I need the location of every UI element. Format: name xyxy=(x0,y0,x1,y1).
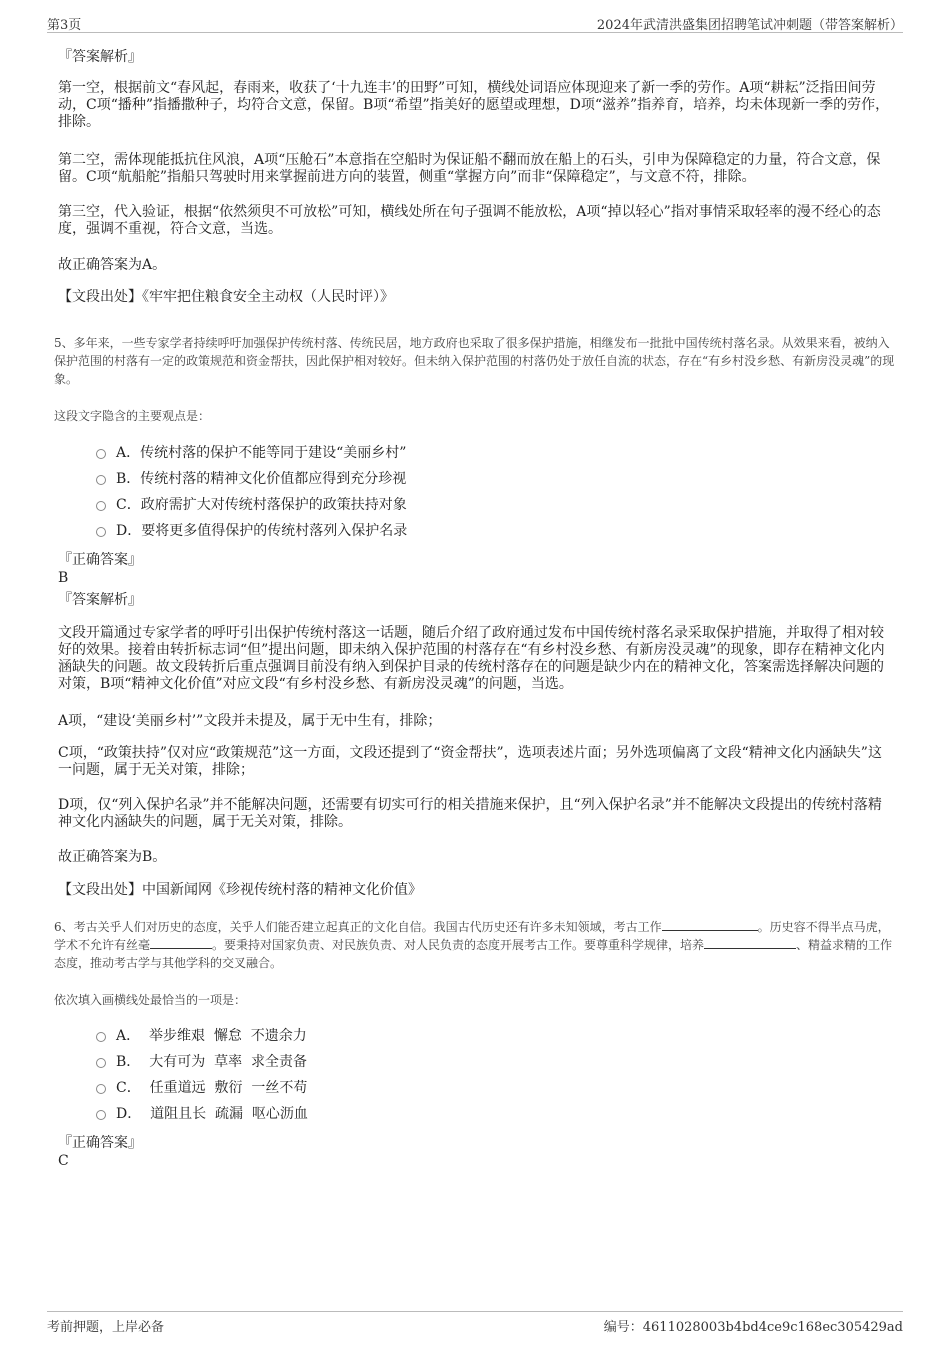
radio-icon[interactable] xyxy=(96,1110,106,1120)
q4-analysis-label: 『答案解析』 xyxy=(58,49,142,65)
q6-option-c[interactable]: C． 任重道远 敷衍 一丝不苟 xyxy=(96,1078,307,1098)
q5-option-c[interactable]: C．政府需扩大对传统村落保护的政策扶持对象 xyxy=(96,495,407,515)
page-footer xyxy=(47,1311,903,1334)
fill-blank-2[interactable] xyxy=(150,936,212,949)
document-id: 编号：4611028003b4bd4ce9c168ec305429ad xyxy=(603,1320,903,1335)
q5-analysis-para1: 文段开篇通过专家学者的呼吁引出保护传统村落这一话题，随后介绍了政府通过发布中国传统村落名录采取保护措施，并取得了相对较好的效果。接着由转折标志词“但”提出问题，即未纳入保护范围的村落存在“有乡村没乡愁、有新房没灵魂”的现象，即存在精神文化内涵缺失的问题。故文段转折后重点强调目前没有纳入到保护目录的传统村落存在的问题是缺少内在的精神文化，答案需选择解决问题的对策，B项“精神文化价值”对应文段“有乡村没乡愁、有新房没灵魂”的问题，当选。 xyxy=(58,625,885,692)
q5-option-d[interactable]: D．要将更多值得保护的传统村落列入保护名录 xyxy=(96,521,407,541)
fill-blank-1[interactable] xyxy=(662,918,758,931)
footer-slogan: 考前押题，上岸必备 xyxy=(47,1320,165,1335)
radio-icon[interactable] xyxy=(96,501,106,511)
q5-analysis-label: 『答案解析』 xyxy=(58,592,142,608)
q4-analysis-para1: 第一空，根据前文“春风起，春雨来，收获了‘十九连丰’的田野”可知，横线处词语应体现迎来了新一季的劳作。A项“耕耘”泛指田间劳动，C项“播种”指播撒种子，均符合文意，保留。B项“希望”指美好的愿望或理想，D项“滋养”指养育，培养，均未体现新一季的劳作，排除。 xyxy=(58,80,890,130)
q4-source: 【文段出处】《牢牢把住粮食安全主动权（人民时评）》 xyxy=(58,289,394,305)
q5-analysis-para4: D项，仅“列入保护名录”并不能解决问题，还需要有切实可行的相关措施来保护，且“列入保护名录”并不能解决文段提出的传统村落精神文化内涵缺失的问题，属于无关对策，排除。 xyxy=(58,797,882,830)
q6-stem: 6、考古关乎人们对历史的态度，关乎人们能否建立起真正的文化自信。我国古代历史还有许多未知领域，考古工作 。历史容不得半点马虎，学术不允许有丝毫 。要秉持对国家负责、对民族负责、对人民负责的态度开展考古工作。要尊重科学规律，培养 、精益求精的工作态度，推动考古学与其他学科的交叉融合。 xyxy=(54,920,893,970)
q5-analysis-para2: A项，“建设‘美丽乡村’”文段并未提及，属于无中生有，排除； xyxy=(58,713,442,729)
q5-option-b[interactable]: B．传统村落的精神文化价值都应得到充分珍视 xyxy=(96,469,406,489)
q4-conclusion: 故正确答案为A。 xyxy=(58,257,167,273)
radio-icon[interactable] xyxy=(96,1032,106,1042)
q5-answer-label: 『正确答案』 xyxy=(58,552,142,568)
q5-option-a[interactable]: A．传统村落的保护不能等同于建设“美丽乡村” xyxy=(96,443,406,463)
q4-analysis-para2: 第二空，需体现能抵抗住风浪，A项“压舱石”本意指在空船时为保证船不翻而放在船上的石头，引申为保障稳定的力量，符合文意，保留。C项“航船舵”指船只驾驶时用来掌握前进方向的装置，侧重“掌握方向”而非“保障稳定”，与文意不符，排除。 xyxy=(58,152,881,185)
fill-blank-3[interactable] xyxy=(704,936,796,949)
q5-answer: B xyxy=(58,570,69,586)
q5-stem: 5、多年来，一些专家学者持续呼吁加强保护传统村落、传统民居，地方政府也采取了很多保护措施，相继发布一批批中国传统村落名录。从效果来看，被纳入保护范围的村落有一定的政策规范和资金帮扶，因此保护相对较好。但未纳入保护范围的村落仍处于放任自流的状态，存在“有乡村没乡愁、有新房没灵魂”的现象。 xyxy=(54,336,895,386)
q6-question: 依次填入画横线处最恰当的一项是： xyxy=(54,993,247,1007)
q5-conclusion: 故正确答案为B。 xyxy=(58,849,167,865)
document-title: 2024年武清洪盛集团招聘笔试冲刺题（带答案解析） xyxy=(596,18,903,33)
q4-analysis-para3: 第三空，代入验证，根据“依然须臾不可放松”可知，横线处所在句子强调不能放松，A项“掉以轻心”指对事情采取轻率的漫不经心的态度，强调不重视，符合文意，当选。 xyxy=(58,204,881,237)
radio-icon[interactable] xyxy=(96,1058,106,1068)
radio-icon[interactable] xyxy=(96,1084,106,1094)
q6-answer: C xyxy=(58,1153,69,1169)
q6-option-a[interactable]: A． 举步维艰 懈怠 不遗余力 xyxy=(96,1026,307,1046)
radio-icon[interactable] xyxy=(96,449,106,459)
radio-icon[interactable] xyxy=(96,527,106,537)
q6-option-b[interactable]: B． 大有可为 草率 求全责备 xyxy=(96,1052,307,1072)
page-number: 第3页 xyxy=(47,18,82,33)
q5-source: 【文段出处】中国新闻网《珍视传统村落的精神文化价值》 xyxy=(58,882,422,898)
q5-analysis-para3: C项，“政策扶持”仅对应“政策规范”这一方面，文段还提到了“资金帮扶”，选项表述片面；另外选项偏离了文段“精神文化内涵缺失”这一问题，属于无关对策，排除； xyxy=(58,745,882,778)
radio-icon[interactable] xyxy=(96,475,106,485)
page-header xyxy=(47,10,903,33)
q6-answer-label: 『正确答案』 xyxy=(58,1135,142,1151)
q5-question: 这段文字隐含的主要观点是： xyxy=(54,409,211,423)
q6-option-d[interactable]: D． 道阻且长 疏漏 呕心沥血 xyxy=(96,1104,308,1124)
